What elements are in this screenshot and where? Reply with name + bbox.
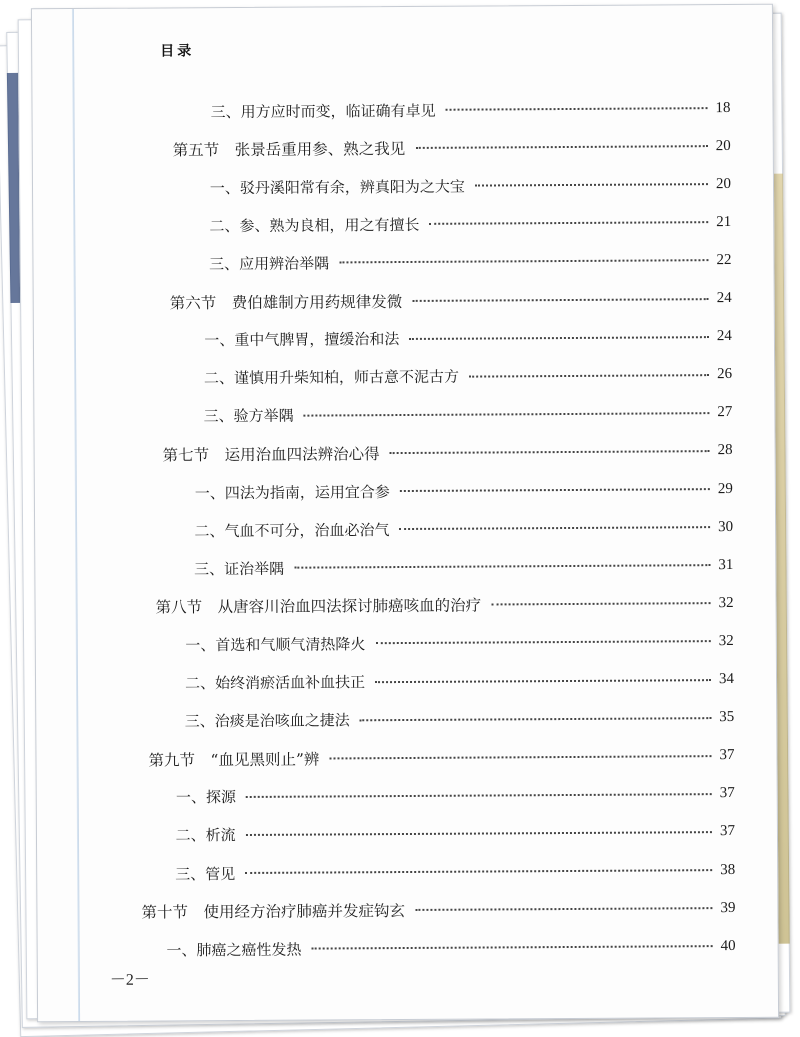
dot-leader (304, 412, 710, 416)
toc-item-row (194, 516, 733, 541)
toc-item-title: 二、气血不可分，治血必治气 (194, 520, 390, 540)
toc-item-title: 三、应用辨治举隅 (209, 254, 330, 274)
document-page (31, 4, 779, 1023)
toc-item-title: 三、用方应时而变，临证确有卓见 (210, 101, 436, 121)
toc-item-row (210, 173, 731, 198)
dot-leader (412, 298, 708, 302)
toc-page-number: 24 (716, 290, 732, 307)
toc-page-number: 32 (718, 632, 734, 649)
toc-item-title: 一、驳丹溪阳常有余，辨真阳为之大宝 (209, 177, 465, 197)
toc-page-number: 20 (715, 137, 731, 154)
dot-leader (360, 717, 712, 721)
toc-page-number: 29 (717, 480, 733, 497)
toc-item-title: 二、始终消瘀活血补血扶正 (184, 673, 366, 693)
toc-item-title: 一、重中气脾胃，擅缓治和法 (204, 330, 400, 350)
toc-item-row (209, 249, 732, 274)
toc-item-row (210, 97, 730, 122)
dot-leader (469, 374, 709, 377)
toc-section-title: 第八节 从唐容川治血四法探讨肺癌咳血的治疗 (155, 596, 482, 617)
toc-item-title: 三、管见 (175, 864, 236, 883)
dot-leader (409, 336, 709, 340)
toc-page-number: 27 (717, 404, 733, 421)
toc-item-title: 一、四法为指南，运用宜合参 (194, 482, 390, 502)
toc-item-row (185, 668, 734, 693)
dot-leader (245, 869, 712, 874)
table-of-contents (32, 5, 778, 1022)
toc-section-title: 第五节 张景岳重用参、熟之我见 (172, 140, 406, 160)
toc-section-title: 第七节 运用治血四法辨治心得 (162, 445, 380, 465)
dot-leader (294, 564, 710, 569)
toc-page-number: 22 (716, 251, 732, 268)
toc-page-number: 30 (718, 518, 734, 535)
dot-leader (390, 450, 710, 454)
dot-leader (246, 831, 712, 836)
dot-leader (446, 107, 708, 111)
toc-item-row (194, 554, 733, 579)
page-number: －2－ (109, 971, 150, 989)
toc-section-row (156, 592, 734, 618)
dot-leader (491, 602, 710, 605)
dot-leader (429, 221, 708, 225)
toc-page-number: 26 (717, 366, 733, 383)
toc-page-number: 39 (720, 899, 736, 916)
dot-leader (311, 945, 712, 949)
toc-item-row (166, 935, 735, 960)
toc-section-row (173, 135, 731, 160)
toc-item-title: 二、谨慎用升柴知柏，师古意不泥古方 (203, 367, 460, 388)
toc-page-number: 37 (719, 785, 735, 802)
toc-section-title: 第六节 费伯雄制方用药规律发微 (169, 292, 403, 312)
toc-section-title: 第十节 使用经方治疗肺癌并发症钩玄 (141, 902, 406, 922)
toc-section-row (163, 440, 733, 465)
toc-page-number: 28 (717, 442, 733, 459)
toc-page-number: 20 (715, 175, 732, 192)
toc-item-title: 二、参、熟为良相，用之有擅长 (209, 215, 420, 235)
page-header-title: 目录 (160, 43, 195, 60)
toc-item-row (204, 326, 732, 351)
toc-item-title: 一、首选和气顺气清热降火 (185, 635, 366, 655)
toc-page-number: 38 (720, 861, 736, 878)
toc-item-row (185, 707, 735, 732)
dot-leader (246, 793, 712, 798)
toc-item-title: 三、验方举隅 (203, 406, 294, 426)
toc-page-number: 32 (718, 594, 734, 611)
dot-leader (375, 641, 710, 645)
toc-item-title: 一、探源 (175, 788, 236, 807)
dot-leader (400, 488, 710, 492)
toc-section-row (170, 288, 732, 313)
toc-item-title: 二、析流 (175, 826, 236, 845)
toc-item-row (175, 859, 735, 884)
toc-page-number: 40 (720, 937, 736, 954)
toc-page-number: 31 (718, 556, 734, 573)
toc-page-number: 24 (716, 328, 732, 345)
dot-leader (399, 526, 710, 530)
toc-item-row (185, 630, 734, 655)
toc-item-title: 三、治痰是治咳血之捷法 (184, 711, 350, 731)
dot-leader (339, 260, 708, 264)
toc-item-row (204, 402, 733, 427)
toc-item-row (209, 211, 731, 236)
dot-leader (415, 907, 712, 911)
toc-page-number: 37 (719, 823, 735, 840)
toc-item-row (204, 364, 732, 389)
dot-leader (475, 183, 708, 186)
dot-leader (329, 755, 711, 759)
toc-item-row (175, 821, 735, 846)
toc-item-title: 三、证治举隅 (194, 559, 285, 578)
toc-section-row (148, 745, 734, 771)
dot-leader (375, 679, 711, 683)
toc-item-row (176, 783, 735, 808)
toc-page-number: 35 (719, 709, 735, 726)
toc-page-number: 18 (715, 99, 731, 116)
toc-section-title: 第九节 “血见黑则止”辨 (148, 750, 320, 770)
dot-leader (415, 145, 707, 149)
toc-item-row (195, 478, 733, 503)
toc-page-number: 21 (716, 213, 732, 230)
toc-section-row (141, 897, 735, 923)
toc-page-number: 34 (718, 670, 735, 688)
toc-item-title: 一、肺癌之癌性发热 (166, 940, 302, 960)
toc-page-number: 37 (719, 747, 735, 764)
